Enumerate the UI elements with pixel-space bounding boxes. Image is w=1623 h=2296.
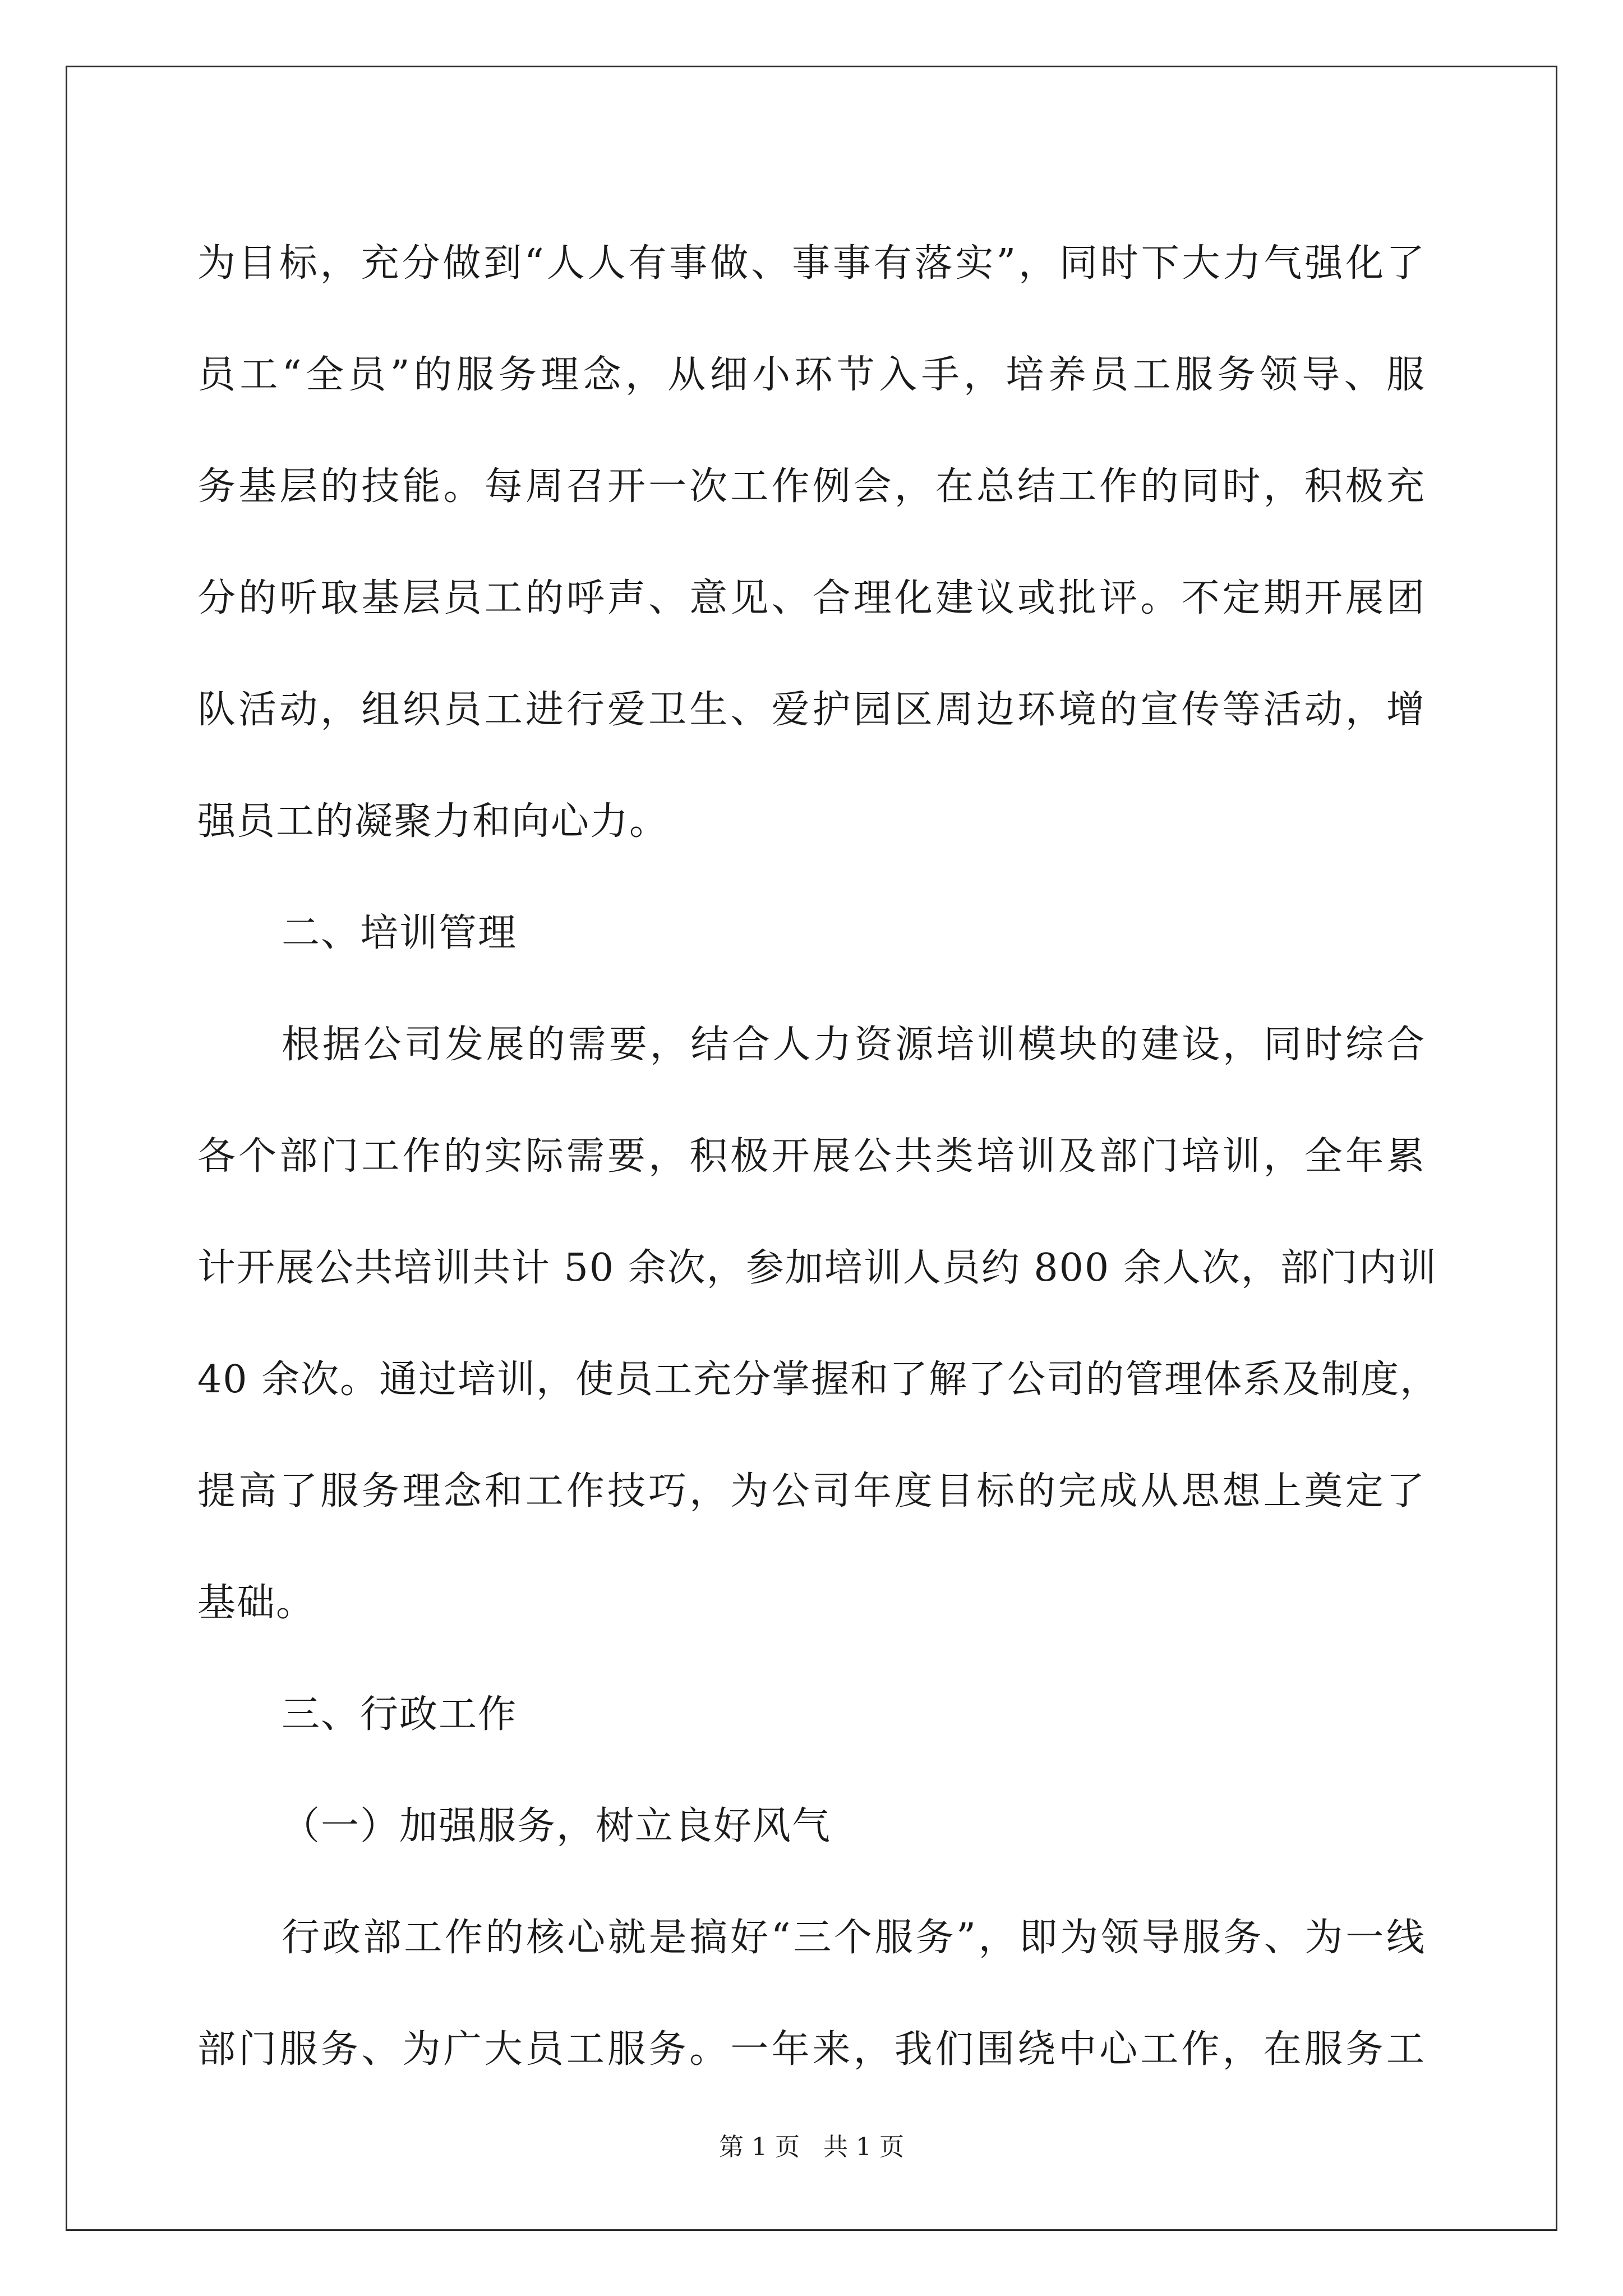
text-line: 各个部门工作的实际需要，积极开展公共类培训及部门培训，全年累 [197,1134,1426,1179]
text-line: 基础。 [197,1581,316,1625]
text-line: 分的听取基层员工的呼声、意见、合理化建议或批评。不定期开展团 [197,576,1426,620]
page-footer: 第 1 页 共 1 页 [719,2133,904,2161]
text-line: 40 余次。通过培训，使员工充分掌握和了解了公司的管理体系及制度， [197,1358,1440,1402]
text-line: 提高了服务理念和工作技巧，为公司年度目标的完成从思想上奠定了 [197,1469,1426,1513]
text-line: 根据公司发展的需要，结合人力资源培训模块的建设，同时综合 [282,1023,1426,1067]
text-line: 员工“全员”的服务理念，从细小环节入手，培养员工服务领导、服 [197,353,1426,397]
section-heading: 三、行政工作 [282,1692,518,1737]
subsection-heading: （一）加强服务，树立良好风气 [282,1804,832,1848]
text-line: 务基层的技能。每周召开一次工作例会，在总结工作的同时，积极充 [197,464,1426,509]
text-line: 强员工的凝聚力和向心力。 [197,799,669,844]
text-line: 部门服务、为广大员工服务。一年来，我们围绕中心工作，在服务工 [197,2027,1426,2072]
text-line: 队活动，组织员工进行爱卫生、爱护园区周边环境的宣传等活动，增 [197,688,1426,732]
text-line: 计开展公共培训共计 50 余次，参加培训人员约 800 余人次，部门内训 [197,1246,1437,1290]
section-heading: 二、培训管理 [282,911,518,955]
document-body [197,208,1440,2105]
text-line: 行政部工作的核心就是搞好“三个服务”，即为领导服务、为一线 [282,1916,1426,1960]
text-line: 为目标，充分做到“人人有事做、事事有落实”，同时下大力气强化了 [197,241,1426,286]
